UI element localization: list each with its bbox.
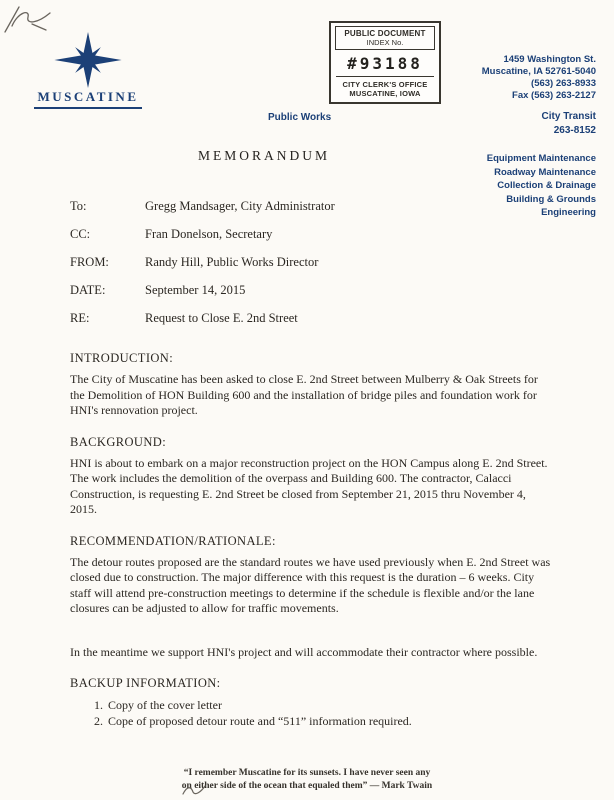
address-block	[482, 54, 596, 102]
department-item: Engineering	[541, 207, 596, 218]
footer-quote-line: on either side of the ocean that equaled them” — Mark Twain	[181, 780, 433, 791]
stamp-index-number: #93188	[347, 54, 423, 73]
section-paragraph: In the meantime we support HNI's project and will accommodate their contractor where possible.	[70, 644, 538, 659]
memo-fields	[70, 199, 335, 339]
field-label: RE:	[70, 311, 90, 325]
city-logo	[34, 32, 142, 109]
city-transit-label: City Transit	[541, 111, 596, 122]
field-label: FROM:	[70, 255, 109, 269]
section-heading-backup-information: BACKUP INFORMATION:	[70, 676, 221, 690]
address-line: Fax (563) 263-2127	[512, 90, 596, 101]
backup-information-list	[92, 697, 552, 729]
muscatine-star-logo	[48, 32, 128, 88]
address-line: (563) 263-8933	[531, 78, 596, 89]
handwritten-scribble-top	[2, 2, 58, 36]
stamp-city-label: MUSCATINE, IOWA	[349, 89, 421, 98]
memo-field-to	[70, 199, 335, 214]
department-item: Collection & Drainage	[497, 180, 596, 191]
city-transit-phone: 263-8152	[553, 125, 596, 136]
footer-quote-line: “I remember Muscatine for its sunsets. I have never seen any	[183, 768, 431, 778]
memo-field-cc	[70, 227, 335, 242]
department-item: Equipment Maintenance	[486, 153, 596, 164]
backup-item: 1. Copy of the cover letter	[106, 697, 552, 713]
department-item: Building & Grounds	[506, 193, 596, 205]
stamp-inner-box	[335, 26, 435, 50]
section-heading-recommendation: RECOMMENDATION/RATIONALE:	[70, 533, 276, 548]
field-label: To:	[70, 199, 87, 213]
field-label: CC:	[70, 227, 91, 241]
handwritten-scribble-bottom	[181, 782, 207, 798]
field-value: Request to Close E. 2nd Street	[145, 311, 298, 325]
field-value: Fran Donelson, Secretary	[145, 227, 273, 241]
city-transit-block	[542, 110, 596, 138]
section-paragraph: HNI is about to embark on a major reconstruction project on the HON Campus along E. 2nd Street. The work includes the demolition of the overpass and Building 600. The contractor, Calacci Construction, is requesting E. 2nd Street be closed from September 21, 2015 thru November 4, 2015.	[70, 455, 548, 516]
section-heading-introduction: INTRODUCTION:	[70, 351, 174, 365]
memo-field-re	[70, 311, 335, 326]
section-paragraph: The City of Muscatine has been asked to close E. 2nd Street between Mulberry & Oak Streets for the Demolition of HON Building 600 and the installation of bridge piles and foundation work for HNI's rennovation project.	[70, 372, 538, 417]
stamp-clerk-office-label: CITY CLERK'S OFFICE	[342, 80, 428, 89]
field-label: DATE:	[70, 283, 106, 297]
address-line: Muscatine, IA 52761-5040	[481, 66, 596, 77]
public-works-label: Public Works	[268, 112, 332, 123]
clerk-stamp	[329, 21, 441, 104]
department-item: Roadway Maintenance	[494, 166, 596, 178]
memo-body	[70, 350, 552, 729]
departments-list	[487, 152, 596, 220]
address-line: 1459 Washington St.	[503, 54, 596, 65]
memo-field-from	[70, 255, 335, 270]
footer-quote	[0, 767, 614, 792]
memo-title: MEMORANDUM	[198, 148, 331, 163]
stamp-divider	[336, 76, 434, 77]
stamp-index-no-label: INDEX No.	[366, 38, 404, 47]
section-heading-background: BACKGROUND:	[70, 434, 167, 449]
backup-item: 2. Cope of proposed detour route and “511” information required.	[106, 713, 552, 729]
field-value: September 14, 2015	[145, 283, 246, 297]
stamp-public-document-label: PUBLIC DOCUMENT	[344, 29, 426, 38]
memo-field-date	[70, 283, 335, 298]
section-paragraph: The detour routes proposed are the standard routes we have used previously when E. 2nd Street was closed due to construction. The major difference with this request is the duration – 6 weeks. City staff will attend pre-construction meetings to determine if the schedule is flexible and/or the lane closures can be adjusted to allow for traffic movements.	[70, 554, 551, 615]
field-value: Gregg Mandsager, City Administrator	[145, 199, 335, 213]
logo-wordmark: MUSCATINE	[34, 89, 142, 109]
field-value: Randy Hill, Public Works Director	[145, 255, 319, 269]
